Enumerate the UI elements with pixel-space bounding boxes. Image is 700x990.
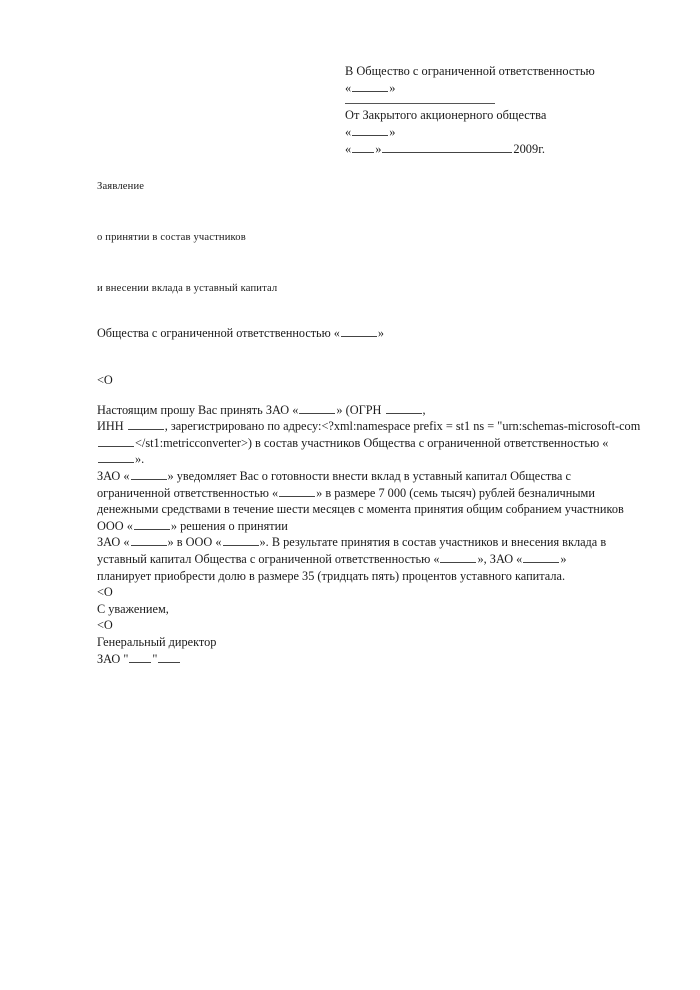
quote-close: » bbox=[375, 142, 382, 156]
signature-org-suffix: " bbox=[152, 651, 158, 666]
body-text: </st1:metricconverter>) в состав участников Общества с ограниченной ответственностью « bbox=[135, 435, 609, 450]
quote-open: « bbox=[345, 142, 352, 156]
sender-text: От Закрытого акционерного общества bbox=[345, 108, 547, 122]
body-text: », ЗАО « bbox=[477, 551, 523, 566]
page-title: Заявление bbox=[97, 181, 145, 192]
body-text: » уведомляет Вас о готовности внести вклад в уставный капитал Общества с ограниченной ответственностью « bbox=[97, 468, 575, 500]
quote-close: » bbox=[389, 81, 396, 95]
blank-fill-zao-name-3 bbox=[523, 551, 559, 563]
body-text: ». В результате принятия в состав участников и внесения вклада в уставный капитал Общества с ограниченной ответственностью « bbox=[97, 535, 610, 566]
subject-line-purpose: о принятии в состав участников bbox=[97, 232, 246, 243]
blank-fill-day bbox=[352, 141, 374, 153]
addressee-recipient-line bbox=[345, 63, 675, 80]
sender-name-line bbox=[345, 124, 675, 141]
subject-organization-suffix: » bbox=[377, 326, 384, 340]
body-paragraph-result bbox=[97, 534, 642, 567]
body-paragraph-request bbox=[97, 402, 642, 419]
addressee-recipient-text: В Общество с ограниченной ответственностью bbox=[345, 64, 595, 78]
quote-open: « bbox=[345, 81, 352, 95]
blank-fill-sender-name bbox=[352, 124, 388, 136]
blank-fill-company-name bbox=[299, 402, 335, 414]
body-text: » решения о принятии bbox=[170, 518, 288, 533]
blank-fill-signature-org-name bbox=[129, 651, 151, 663]
body-paragraph-registration bbox=[97, 418, 642, 468]
body-marker-1: <O bbox=[97, 373, 113, 387]
quote-close: » bbox=[389, 125, 396, 139]
body-paragraph-notice bbox=[97, 468, 642, 534]
blank-fill-recipient-name bbox=[352, 80, 388, 92]
document-body bbox=[97, 372, 642, 667]
date-line bbox=[345, 141, 675, 158]
body-marker-3: <O bbox=[97, 618, 113, 633]
blank-fill-ooo-name-4 bbox=[223, 534, 259, 546]
body-text: » в ООО « bbox=[167, 535, 222, 550]
blank-fill-ooo-name-5 bbox=[440, 551, 476, 563]
blank-fill-ooo-name-2 bbox=[279, 485, 315, 497]
subject-organization-line bbox=[97, 325, 384, 341]
addressee-block bbox=[345, 63, 675, 158]
blank-fill-ooo-name-3 bbox=[134, 518, 170, 530]
body-text: ЗАО « bbox=[97, 468, 130, 483]
body-text: » bbox=[560, 551, 567, 566]
blank-fill-address bbox=[98, 435, 134, 447]
blank-fill-inn bbox=[128, 418, 164, 430]
signature-org-prefix: ЗАО " bbox=[97, 651, 129, 666]
blank-fill-zao-name-2 bbox=[131, 534, 167, 546]
date-year: 2009г. bbox=[513, 142, 545, 156]
body-text: , зарегистрировано по адресу:<?xml:namespace prefix = st1 ns = "urn:schemas-microsoft-com bbox=[164, 419, 641, 434]
body-paragraph-share: планирует приобрести долю в размере 35 (тридцать пять) процентов уставного капитала. bbox=[97, 568, 566, 583]
subject-line-contribution: и внесении вклада в уставный капитал bbox=[97, 283, 278, 294]
body-marker-2: <O bbox=[97, 585, 113, 600]
body-text: Настоящим прошу Вас принять ЗАО « bbox=[97, 402, 299, 417]
body-text: ЗАО « bbox=[97, 535, 130, 550]
addressee-recipient-name-line bbox=[345, 80, 675, 97]
blank-fill-zao-name bbox=[131, 468, 167, 480]
subject-organization-prefix: Общества с ограниченной ответственностью « bbox=[97, 326, 340, 340]
header-divider-rule bbox=[345, 103, 495, 104]
body-text: » (ОГРН bbox=[336, 402, 385, 417]
signature-title: Генеральный директор bbox=[97, 634, 217, 649]
blank-fill-ooo-name bbox=[98, 451, 134, 463]
body-text: , bbox=[422, 402, 426, 417]
signature-organization bbox=[97, 651, 642, 668]
body-text: » в размере 7 000 (семь тысяч) рублей безналичными денежными средствами в течение шести месяцев с момента принятия общим собранием участников ООО « bbox=[97, 485, 627, 533]
blank-fill-organization-name bbox=[341, 325, 377, 337]
body-text: ИНН bbox=[97, 419, 127, 434]
blank-fill-signature-person bbox=[158, 651, 180, 663]
body-regards: С уважением, bbox=[97, 601, 169, 616]
body-text: ». bbox=[135, 452, 145, 467]
blank-fill-month bbox=[382, 141, 512, 153]
sender-line bbox=[345, 107, 675, 124]
blank-fill-ogrn bbox=[386, 402, 422, 414]
subject-block bbox=[97, 180, 617, 295]
quote-open: « bbox=[345, 125, 352, 139]
